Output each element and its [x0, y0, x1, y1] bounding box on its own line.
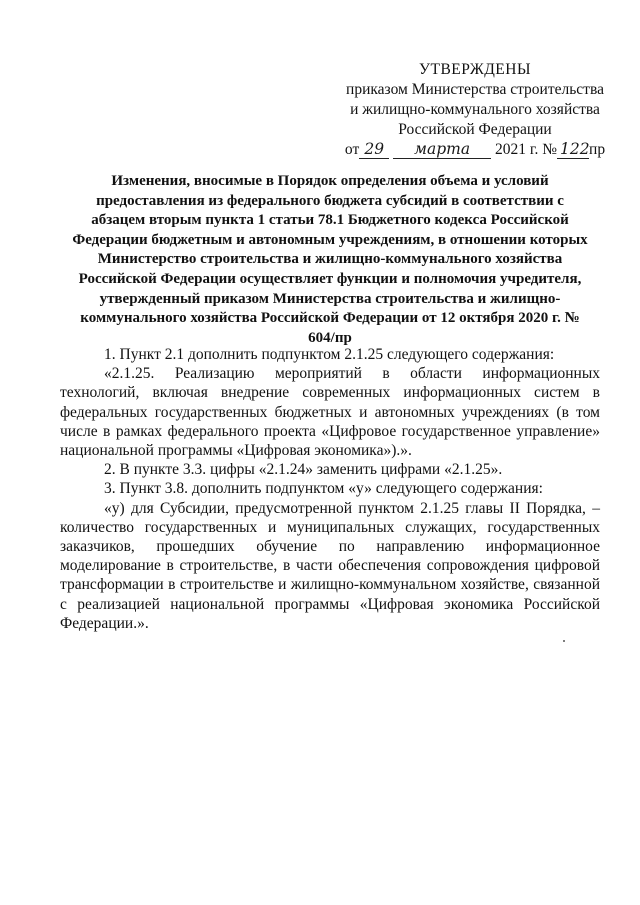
approval-title: УТВЕРЖДЕНЫ — [419, 61, 531, 78]
document-title: Изменения, вносимые в Порядок определения объема и условий предоставления из федерального бюджета субсидий в соответствии с абзацем вторым пункта 1 статьи 78.1 Бюджетного кодекса Российской Федерации бюджетным и автономным учреждениям, в отношении которых Министерство строительства и жилищно-коммунального хозяйства Российской Федерации осуществляет функции и полномочия учредителя, утвержденный приказом Министерства строительства и жилищно-коммунального хозяйства Российской Федерации от 12 октября 2020 г. № 604/пр — [72, 173, 588, 346]
paragraph-3: 2. В пункте 3.3. цифры «2.1.24» заменить цифрами «2.1.25». — [104, 461, 503, 479]
approval-line-2: и жилищно-коммунального хозяйства — [350, 101, 600, 118]
handwritten-day: 29 — [359, 141, 389, 159]
paragraph-5: «у) для Субсидии, предусмотренной пунктом 2.1.25 главы II Порядка, – количество государственных и муниципальных служащих, государственных заказчиков, прошедших обучение по направлению информационное моделирование в строительстве, в части обеспечения сопровождения цифровой трансформации в строительстве и жилищно-коммунальном хозяйстве, связанной с реализацией национальной программы «Цифровая экономика Российской Федерации.». — [60, 499, 600, 632]
paragraph-2: «2.1.25. Реализацию мероприятий в области информационных технологий, включая внедрение современных информационных систем в федеральных государственных бюджетных и автономных учреждениях (в том числе в рамках федерального проекта «Цифровое государственное управление» национальной программы «Цифровая экономика»).». — [60, 365, 600, 460]
paragraph-1: 1. Пункт 2.1 дополнить подпунктом 2.1.25 следующего содержания: — [104, 346, 555, 363]
order-year: 2021 г. № — [495, 141, 558, 158]
order-prefix: от — [344, 141, 360, 158]
order-date-line — [330, 140, 620, 160]
approval-block — [330, 60, 620, 160]
handwritten-number: 122 — [557, 141, 589, 159]
order-suffix: пр — [589, 141, 606, 158]
handwritten-month: марта — [393, 141, 491, 159]
scan-speck — [563, 640, 565, 642]
approval-line-3: Российской Федерации — [398, 121, 552, 138]
document-body — [60, 345, 600, 633]
approval-line-1: приказом Министерства строительства — [346, 81, 604, 98]
paragraph-4: 3. Пункт 3.8. дополнить подпунктом «у» следующего содержания: — [104, 480, 543, 498]
